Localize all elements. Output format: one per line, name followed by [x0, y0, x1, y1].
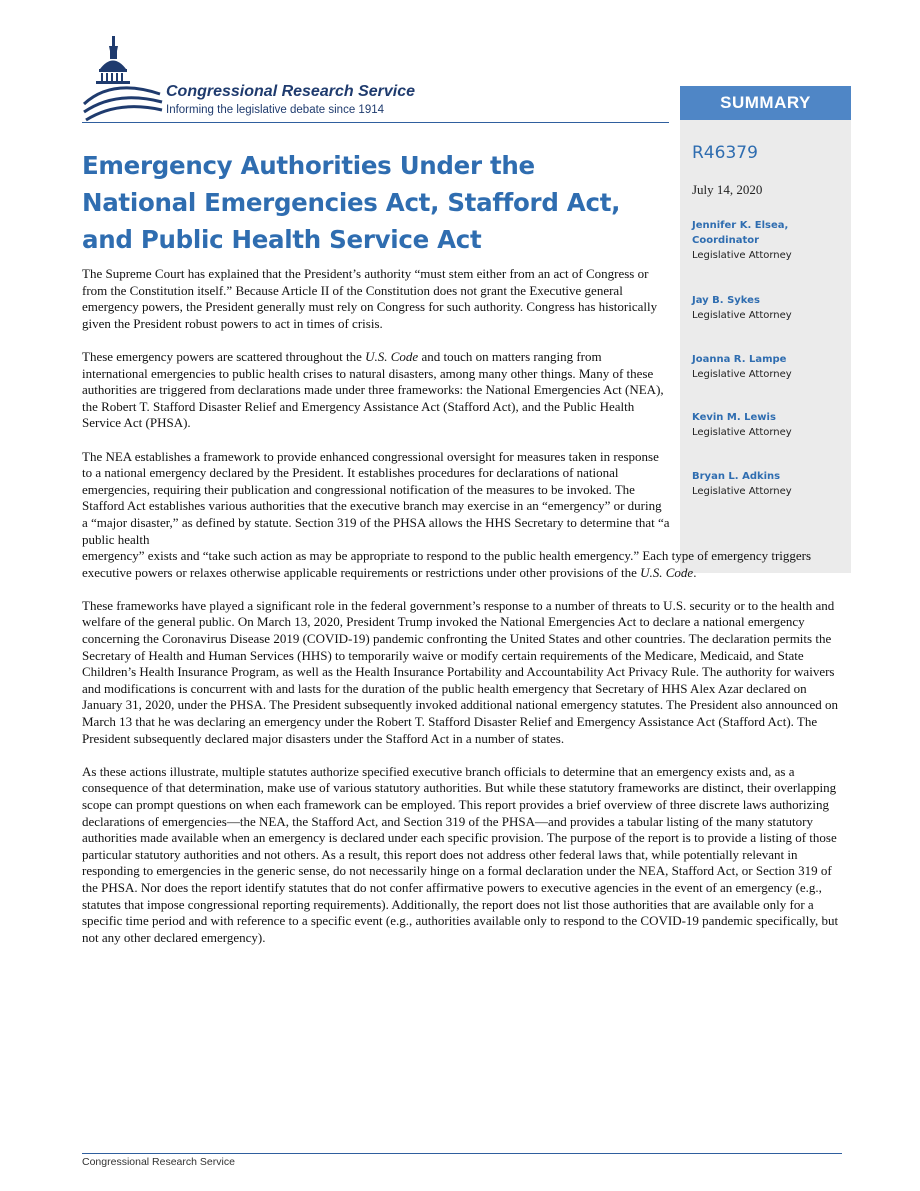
author-title: Legislative Attorney [692, 486, 792, 497]
author-role: Coordinator [692, 235, 760, 246]
report-date: July 14, 2020 [692, 182, 763, 197]
title-line: and Public Health Service Act [82, 225, 482, 254]
author-title: Legislative Attorney [692, 310, 792, 321]
author-entry [692, 218, 792, 263]
org-name: Congressional Research Service [166, 83, 416, 100]
text-run: emergency” exists and “take such action as may be appropriate to respond to the public health emergency.” Each type of emergency triggers executive powers or relaxes otherwise applicable requirements or restrictions under other provisions of the [82, 548, 812, 580]
paragraph [82, 349, 670, 432]
text-run: These emergency powers are scattered throughout the [82, 348, 366, 364]
paragraph: These frameworks have played a significant role in the federal government’s response to a number of threats to U.S. security or to the health and welfare of the general public. On March 13, 2020, President Trump invoked the National Emergencies Act to declare a national emergency concerning the Coronavirus Disease 2019 (COVID-19) pandemic confronting the United States and other countries. The declaration permits the Secretary of Health and Human Services (HHS) to temporarily waive or modify certain requirements of the Medicare, Medicaid, and State Children’s Health Insurance Program, as well as the Health Insurance Portability and Accountability Act Privacy Rule. The authority for waivers and modifications is concurrent with and lasts for the duration of the public health emergency that Secretary of HHS Alex Azar declared on January 31, 2020, under the PHSA. The President subsequently invoked additional national emergency statutes. The President also announced on March 13 that he was declaring an emergency under the Robert T. Stafford Disaster Relief and Emergency Assistance Act (Stafford Act). The President subsequently declared major disasters under the Stafford Act in a number of states. [82, 597, 839, 746]
report-title [82, 147, 662, 258]
text-run: and touch on matters ranging from international emergencies to public health crises to natural disasters, among many other things. Many of these authorities are triggered from declarations made under three frameworks: the National Emergencies Act (NEA), the Robert T. Stafford Disaster Relief and Emergency Assistance Act (Stafford Act), and the Public Health Service Act (PHSA). [82, 348, 664, 431]
paragraph: As these actions illustrate, multiple statutes authorize specified executive branch officials to determine that an emergency exists and, as a consequence of that determination, make use of various statutory authorities. But while these statutory frameworks are distinct, their overlapping scope can prompt questions on when each framework can be employed. This report provides a brief overview of three discrete laws authorizing declarations of emergencies—the NEA, the Stafford Act, and Section 319 of the PHSA—and provides a tabular listing of the many statutory authorities made available when an emergency is declared under each specific provision. The purpose of the report is to provide a listing of those particular statutory authorities and not others. As a result, this report does not address other federal laws that, while potentially relevant in responding to emergencies in the generic sense, do not necessarily hinge on a formal declaration under the NEA, Stafford Act, or Section 319 of the PHSA. Nor does the report identify statutes that do not confer affirmative powers to executive agencies in the event of an emergency (e.g., statutes that impose congressional reporting requirements). Additionally, the report does not list those authorities that are available only for a specific time period and with reference to a specific event (e.g., authorities available only to respond to the COVID-19 pandemic specifically, but not any other declared emergency). [82, 763, 839, 945]
footer-label: Congressional Research Service [82, 1156, 235, 1168]
paragraph: The Supreme Court has explained that the President’s authority “must stem either from an act of Congress or from the Constitution itself.” Because Article II of the Constitution does not grant the Executive general emergency powers, the President generally must rely on Congress for such authority. Congress has historically given the President robust powers to act in times of crisis. [82, 266, 658, 331]
author-name: Jennifer K. Elsea, [692, 220, 789, 231]
text-run: . [693, 564, 697, 580]
text-run: The NEA establishes a framework to provide enhanced congressional oversight for measures taken in response to a national emergency declared by the President. It establishes procedures for declarations of national emergencies, requiring their publication and congressional notification of the measures to be invoked. The Stafford Act establishes various authorities that the executive branch may exercise in an “emergency” or during a “major disaster,” as defined by statute. Section 319 of the PHSA allows the HHS Secretary to determine that “a public health [82, 448, 670, 547]
author-title: Legislative Attorney [692, 250, 792, 261]
paragraph [82, 449, 842, 582]
report-number: R46379 [692, 143, 758, 163]
author-title: Legislative Attorney [692, 427, 792, 438]
author-name: Joanna R. Lampe [692, 354, 787, 365]
author-name: Kevin M. Lewis [692, 412, 776, 423]
crs-logo [82, 34, 482, 124]
title-line: National Emergencies Act, Stafford Act, [82, 188, 621, 217]
capitol-dome-icon [82, 34, 166, 124]
title-line: Emergency Authorities Under the [82, 151, 535, 180]
italic-text: U.S. Code [365, 348, 419, 364]
summary-label: SUMMARY [680, 86, 851, 120]
author-name: Jay B. Sykes [692, 295, 760, 306]
header-divider [82, 122, 669, 123]
org-tagline: Informing the legislative debate since 1914 [166, 104, 385, 116]
author-title: Legislative Attorney [692, 369, 792, 380]
summary-body [82, 266, 842, 963]
italic-text: U.S. Code [640, 564, 694, 580]
author-name: Bryan L. Adkins [692, 471, 781, 482]
footer-divider [82, 1153, 842, 1154]
